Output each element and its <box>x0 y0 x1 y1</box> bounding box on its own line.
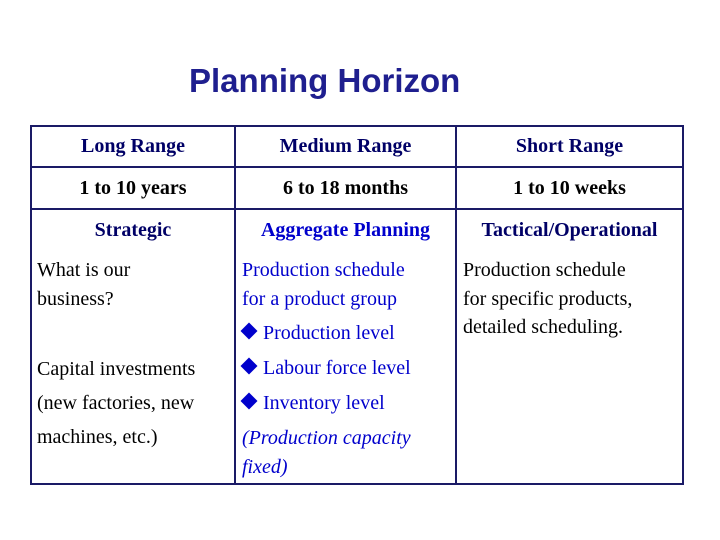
row-divider-2 <box>30 208 684 210</box>
short-range-detail-line: for specific products, <box>463 288 633 310</box>
short-range-detail-line: Production schedule <box>463 259 626 281</box>
diamond-bullet-icon <box>241 358 258 375</box>
long-range-detail-line: business? <box>37 288 114 310</box>
short-range-detail-line: detailed scheduling. <box>463 316 623 338</box>
level-aggregate-planning: Aggregate Planning <box>260 219 431 241</box>
header-short-range: Short Range <box>515 135 624 157</box>
level-tactical-operational: Tactical/Operational <box>481 219 658 241</box>
medium-range-detail-line: for a product group <box>242 288 397 310</box>
duration-medium-range: 6 to 18 months <box>282 177 408 199</box>
diamond-bullet-icon <box>241 393 258 410</box>
medium-range-detail-line: Production schedule <box>242 259 405 281</box>
medium-range-note-line: (Production capacity <box>242 427 411 449</box>
medium-range-bullet <box>238 389 385 418</box>
duration-short-range: 1 to 10 weeks <box>513 177 626 199</box>
header-long-range: Long Range <box>81 135 185 157</box>
long-range-detail-line: Capital investments <box>37 358 196 380</box>
header-medium-range: Medium Range <box>279 135 412 157</box>
diamond-bullet-icon <box>241 323 258 340</box>
page-title: Planning Horizon <box>189 62 461 99</box>
long-range-detail-line: What is our <box>37 259 131 281</box>
row-divider-1 <box>30 166 684 168</box>
bullet-label: Labour force level <box>263 357 411 379</box>
medium-range-bullet <box>238 354 411 383</box>
level-strategic: Strategic <box>94 219 172 241</box>
long-range-detail-line: machines, etc.) <box>37 426 158 448</box>
medium-range-bullet <box>238 319 395 348</box>
long-range-detail-line: (new factories, new <box>37 392 195 414</box>
duration-long-range: 1 to 10 years <box>79 177 187 199</box>
bullet-label: Inventory level <box>263 392 385 414</box>
medium-range-note-line: fixed) <box>242 456 288 478</box>
bullet-label: Production level <box>263 322 395 344</box>
